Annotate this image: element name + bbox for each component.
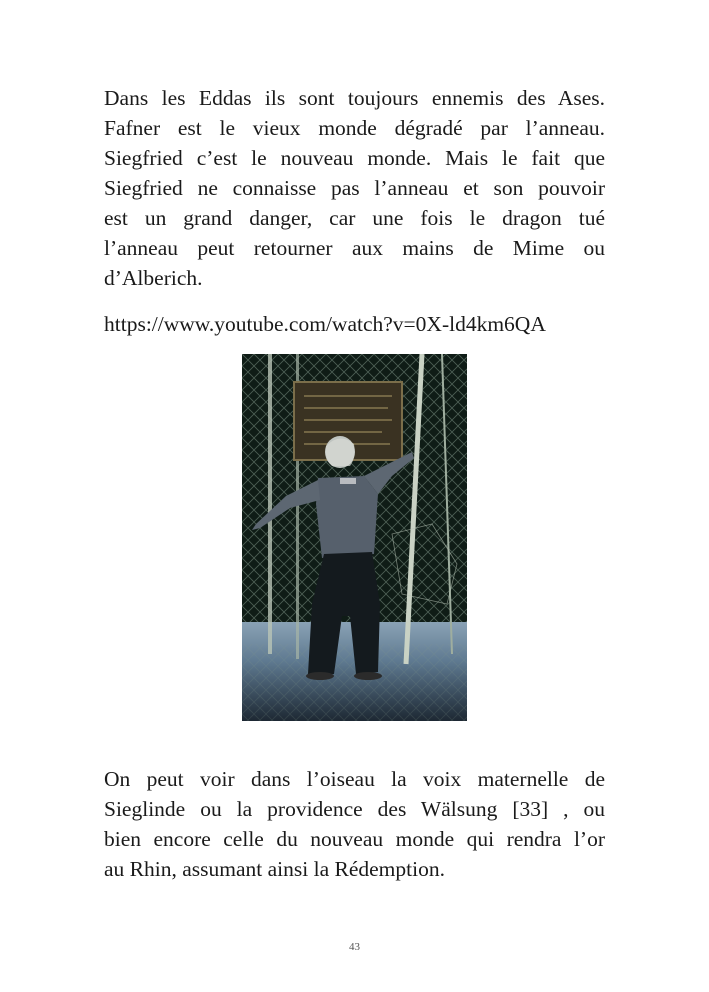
text-line: au Rhin, assumant ainsi la Rédemption. (104, 857, 445, 881)
paragraph-eddas (104, 83, 605, 293)
text-line: d’Alberich. (104, 266, 203, 290)
text-line: bien encore celle du nouveau monde qui rendra l’or (104, 827, 605, 851)
text-line: Siegfried ne connaisse pas l’anneau et son pouvoir (104, 176, 605, 200)
text-line: est un grand danger, car une fois le dragon tué (104, 206, 605, 230)
stage-photo-illustration (242, 354, 467, 721)
text-line: Fafner est le vieux monde dégradé par l’anneau. (104, 116, 605, 140)
youtube-link[interactable]: https://www.youtube.com/watch?v=0X-ld4km6QA (104, 312, 546, 336)
text-line: Dans les Eddas ils sont toujours ennemis des Ases. (104, 86, 605, 110)
stage-photo (242, 354, 467, 721)
page-number: 43 (349, 941, 360, 953)
paragraph-oiseau (104, 764, 605, 884)
text-line: On peut voir dans l’oiseau la voix maternelle de (104, 767, 605, 791)
text-line: l’anneau peut retourner aux mains de Mime ou (104, 236, 605, 260)
text-line: Siegfried c’est le nouveau monde. Mais le fait que (104, 146, 605, 170)
text-line: Sieglinde ou la providence des Wälsung [33] , ou (104, 797, 605, 821)
